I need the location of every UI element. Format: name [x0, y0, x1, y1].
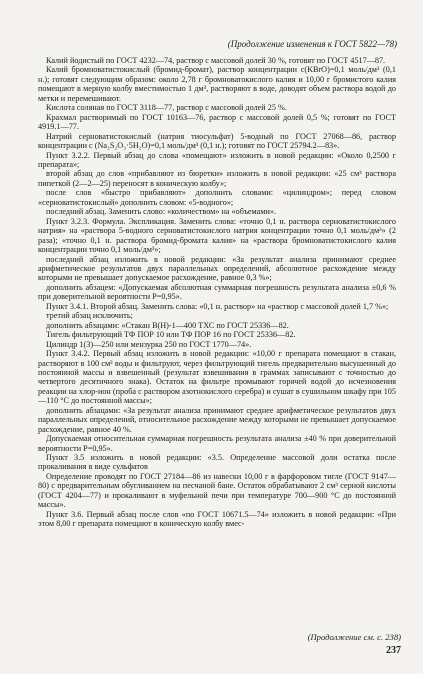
paragraph: дополнить абзацем: «Допускаемая абсолютная суммарная погрешность результата анализа ±0,6 % при доверительной вероятности P=0,95».	[38, 282, 396, 302]
continuation-note: (Продолжение см. с. 238)	[307, 632, 401, 642]
paragraph: Натрий серноватистокислый (натрия тиосульфат) 5-водный по ГОСТ 27068—86, раствор концентрации c (Na₂S₂O₃·5H₂O)=0,1 моль/дм³ (0,1 н.); готовят по ГОСТ 25794.2—83».	[38, 131, 396, 151]
paragraph: последний абзац. Заменить слово: «количеством» на «объемами».	[46, 207, 277, 217]
paragraph: третий абзац исключить;	[46, 311, 133, 321]
paragraph: Пункт 3.5 изложить в новой редакции: «3.5. Определение массовой доли остатка после прокаливания в виде сульфатов	[38, 453, 396, 472]
paragraph: Пункт 3.2.3. Формула. Экспликация. Заменить слова: «точно 0,1 н. раствора серноватистокислого натрия» на «раствора 5-водного серноватистокислого натрия концентрации точно 0,1 моль/дм³» (2 раза); «точно 0,1 н. раствора бромид-бромата калия» на «раствора бромноватистокислого калия концентрации точно 0,1 моль/дм³»;	[38, 216, 396, 255]
paragraph: дополнить абзацами: «За результат анализа принимают среднее арифметическое результатов двух параллельных определений, относительное расхождение между которыми не превышает допускаемое расхождение, равное 40 %.	[38, 405, 396, 434]
paragraph: Цилиндр 1(3)—250 или мензурка 250 по ГОСТ 1770—74».	[46, 339, 252, 349]
paragraph: после слов «быстро прибавляют» дополнить словами: «цилиндром»; перед словом «серноватистокислый» дополнить словом: «5-водного»;	[38, 188, 396, 207]
body-text	[38, 56, 396, 529]
paragraph: Калий йодистый по ГОСТ 4232—74, раствор с массовой долей 30 %, готовят по ГОСТ 4517—87.	[46, 56, 386, 65]
paragraph: Калий бромноватистокислый (бромид-бромат), раствор концентрации c(KBrO)=0,1 моль/дм³ (0,1 н.); готовят следующим образом: около 2,78 г бромноватокислого калия и 10,00 г бромистого калия помещают в мерную колбу вместимостью 1 дм³, растворяют в воде, доводят объем раствора водой до метки и перемешивают.	[38, 65, 396, 103]
page-number: 237	[386, 645, 401, 656]
paragraph: Кислота соляная по ГОСТ 3118—77, раствор с массовой долей 25 %.	[46, 103, 287, 113]
paragraph: Допускаемая относительная суммарная погрешность результата анализа ±40 % при доверительной вероятности P=0,95».	[38, 434, 396, 453]
paragraph: второй абзац до слов «прибавляют из бюретки» изложить в новой редакции: «25 см³ раствора пипеткой (2—2—25) переносят в коническую колбу»;	[38, 169, 396, 188]
paragraph: Пункт 3.2.2. Первый абзац до слова «помещают» изложить в новой редакции: «Около 0,2500 г препарата»;	[38, 150, 396, 169]
paragraph: Пункт 3.4.2. Первый абзац изложить в новой редакции: «10,00 г препарата помещают в стакан, растворяют в 100 см³ воды и фильтруют, через фильтрующий тигель предварительно высушенный до постоянной массы и взвешенный (результат взвешивания в граммах записывают с точностью до четвертого десятичного знака). Остаток на фильтре промывают горячей водой до исчезновения реакции на хлор-ион (проба с раствором азотнокислого серебра) и сушат в сушильном шкафу при 105—110 °С до постоянной массы»;	[38, 349, 396, 406]
paragraph: Тигель фильтрующий ТФ ПОР 10 или ТФ ПОР 16 по ГОСТ 25336—82.	[46, 330, 296, 340]
paragraph: последний абзац изложить в новой редакции: «За результат анализа принимают среднее арифметическое результатов двух параллельных определений, абсолютное расхождение между которыми не превышает допускаемое расхождение, равное 0,3 %»;	[38, 254, 396, 283]
paragraph: Определение проводят по ГОСТ 27184—86 из навески 10,00 г в фарфоровом тигле (ГОСТ 9147—80) с предварительным обугливанием на песчаной бане. Остаток обрабатывают 2 см³ серной кислоты (ГОСТ 4204—77) и прокаливают в муфельной печи при температуре 700—900 °С до постоянной массы».	[38, 471, 396, 510]
paragraph: Крахмал растворимый по ГОСТ 10163—76, раствор с массовой долей 0,5 %; готовят по ГОСТ 4919.1—77.	[38, 112, 396, 132]
paragraph: Пункт 3.6. Первый абзац после слов «по ГОСТ 10671.5—74» изложить в новой редакции: «При этом 8,00 г препарата помещают в коническую колбу вмес-	[38, 509, 396, 529]
paragraph: дополнить абзацами: «Стакан В(Н)-1—400 ТХС по ГОСТ 25336—82.	[46, 320, 289, 330]
paragraph: Пункт 3.4.1. Второй абзац. Заменить слова: «0,1 н. раствор» на «раствор с массовой долей 1,7 %»;	[46, 301, 389, 311]
running-header: (Продолжение изменения к ГОСТ 5822—78)	[227, 39, 397, 49]
